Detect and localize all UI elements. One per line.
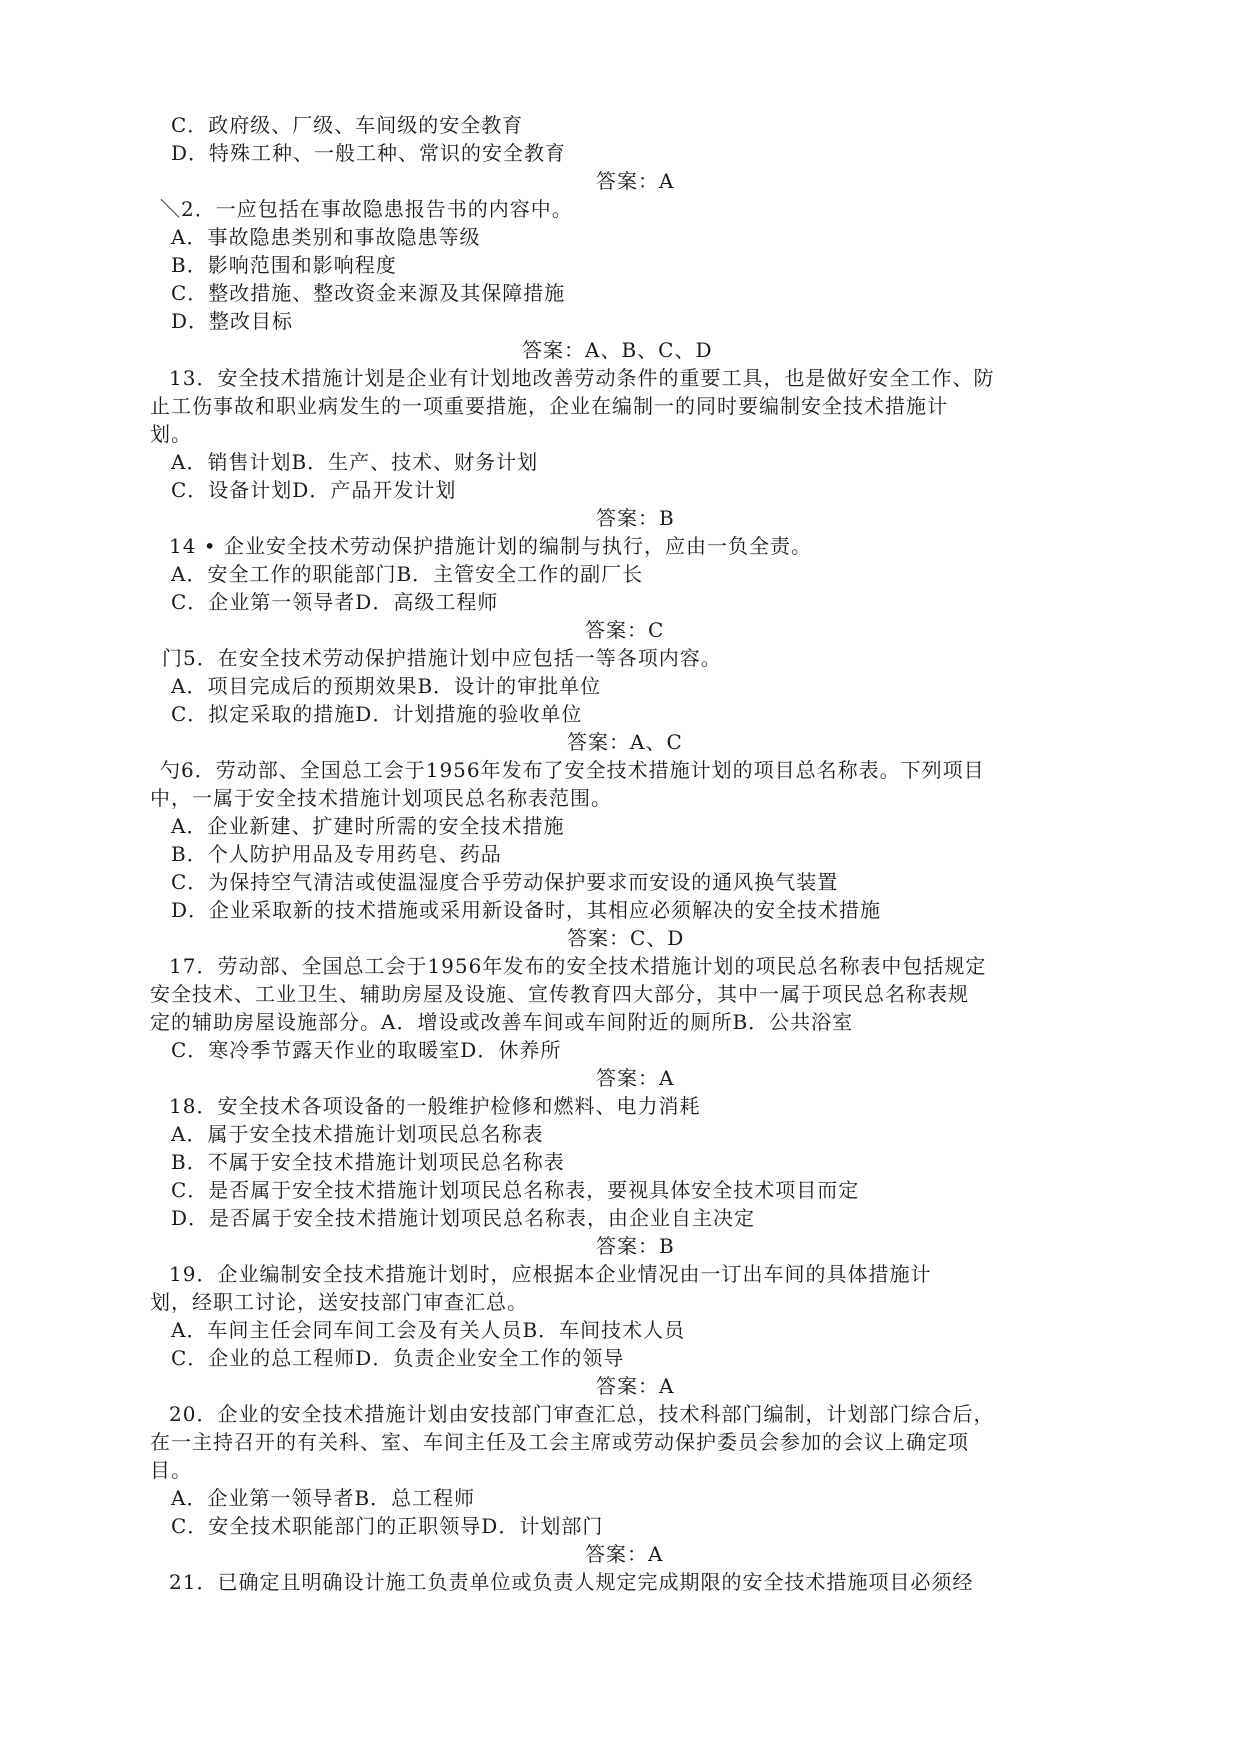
text-line: C．企业第一领导者D．高级工程师 — [171, 590, 499, 614]
answer-line: 答案：A、C — [567, 730, 683, 754]
text-line: A．项目完成后的预期效果B．设计的审批单位 — [171, 674, 602, 698]
text-line: 门5．在安全技术劳动保护措施计划中应包括一等各项内容。 — [162, 646, 722, 670]
text-line: C．寒冷季节露天作业的取暖室D．休养所 — [171, 1038, 562, 1062]
answer-line: 答案：A — [596, 1374, 675, 1398]
text-line: C．设备计划D．产品开发计划 — [171, 478, 457, 502]
text-line: 在一主持召开的有关科、室、车间主任及工会主席或劳动保护委员会参加的会议上确定项 — [150, 1430, 969, 1454]
answer-line: 答案：B — [596, 506, 675, 530]
text-line: B．个人防护用品及专用药皂、药品 — [171, 842, 502, 866]
answer-line: 答案：A — [596, 169, 675, 193]
text-line: 17．劳动部、全国总工会于1956年发布的安全技术措施计划的项民总名称表中包括规定 — [169, 954, 987, 978]
text-line: A．企业第一领导者B．总工程师 — [171, 1486, 476, 1510]
answer-line: 答案：C、D — [567, 926, 685, 950]
text-line: B．不属于安全技术措施计划项民总名称表 — [171, 1150, 565, 1174]
text-line: 止工伤事故和职业病发生的一项重要措施，企业在编制一的同时要编制安全技术措施计 — [150, 394, 948, 418]
text-line: C．安全技术职能部门的正职领导D．计划部门 — [171, 1514, 604, 1538]
text-line: A．销售计划B．生产、技术、财务计划 — [171, 450, 539, 474]
text-line: B．影响范围和影响程度 — [171, 253, 397, 277]
text-line: D．整改目标 — [171, 309, 294, 333]
text-line: 划，经职工讨论，送安技部门审查汇总。 — [150, 1290, 528, 1314]
answer-line: 答案：C — [585, 618, 665, 642]
answer-line: 答案：A、B、C、D — [522, 338, 713, 362]
text-line: A．车间主任会同车间工会及有关人员B．车间技术人员 — [171, 1318, 686, 1342]
text-line: A．属于安全技术措施计划项民总名称表 — [171, 1122, 544, 1146]
text-line: ＼2．一应包括在事故隐患报告书的内容中。 — [160, 197, 573, 221]
text-line: A．事故隐患类别和事故隐患等级 — [171, 225, 481, 249]
text-line: 18．安全技术各项设备的一般维护检修和燃料、电力消耗 — [169, 1094, 701, 1118]
answer-line: 答案：A — [596, 1066, 675, 1090]
text-line: C．企业的总工程师D．负责企业安全工作的领导 — [171, 1346, 625, 1370]
text-line: 目。 — [150, 1458, 192, 1482]
text-line: 20．企业的安全技术措施计划由安技部门审查汇总，技术科部门编制，计划部门综合后， — [169, 1402, 995, 1426]
text-line: 13．安全技术措施计划是企业有计划地改善劳动条件的重要工具，也是做好安全工作、防 — [169, 366, 995, 390]
text-line: 安全技术、工业卫生、辅助房屋及设施、宣传教育四大部分，其中一属于项民总名称表规 — [150, 982, 969, 1006]
text-line: C．政府级、厂级、车间级的安全教育 — [171, 113, 524, 137]
text-line: A．企业新建、扩建时所需的安全技术措施 — [171, 814, 565, 838]
text-line: 勺6．劳动部、全国总工会于1956年发布了安全技术措施计划的项目总名称表。下列项目 — [160, 758, 985, 782]
text-line: D．是否属于安全技术措施计划项民总名称表，由企业自主决定 — [171, 1206, 756, 1230]
text-line: A．安全工作的职能部门B．主管安全工作的副厂长 — [171, 562, 644, 586]
text-line: D．企业采取新的技术措施或采用新设备时，其相应必须解决的安全技术措施 — [171, 898, 882, 922]
text-line: 19．企业编制安全技术措施计划时，应根据本企业情况由一订出车间的具体措施计 — [169, 1262, 932, 1286]
text-line: D．特殊工种、一般工种、常识的安全教育 — [171, 141, 567, 165]
answer-line: 答案：A — [585, 1542, 664, 1566]
text-line: C．拟定采取的措施D．计划措施的验收单位 — [171, 702, 583, 726]
text-line: 定的辅助房屋设施部分。A．增设或改善车间或车间附近的厕所B．公共浴室 — [150, 1010, 854, 1034]
answer-line: 答案：B — [596, 1234, 675, 1258]
text-line: C．为保持空气清洁或使温湿度合乎劳动保护要求而安设的通风换气装置 — [171, 870, 839, 894]
text-line: 中，一属于安全技术措施计划项民总名称表范围。 — [150, 786, 612, 810]
text-line: C．是否属于安全技术措施计划项民总名称表，要视具体安全技术项目而定 — [171, 1178, 860, 1202]
text-line: 21．已确定且明确设计施工负责单位或负责人规定完成期限的安全技术措施项目必须经 — [169, 1570, 974, 1594]
text-line: 14 • 企业安全技术劳动保护措施计划的编制与执行，应由一负全责。 — [169, 534, 812, 558]
text-line: C．整改措施、整改资金来源及其保障措施 — [171, 281, 566, 305]
text-line: 划。 — [150, 422, 192, 446]
